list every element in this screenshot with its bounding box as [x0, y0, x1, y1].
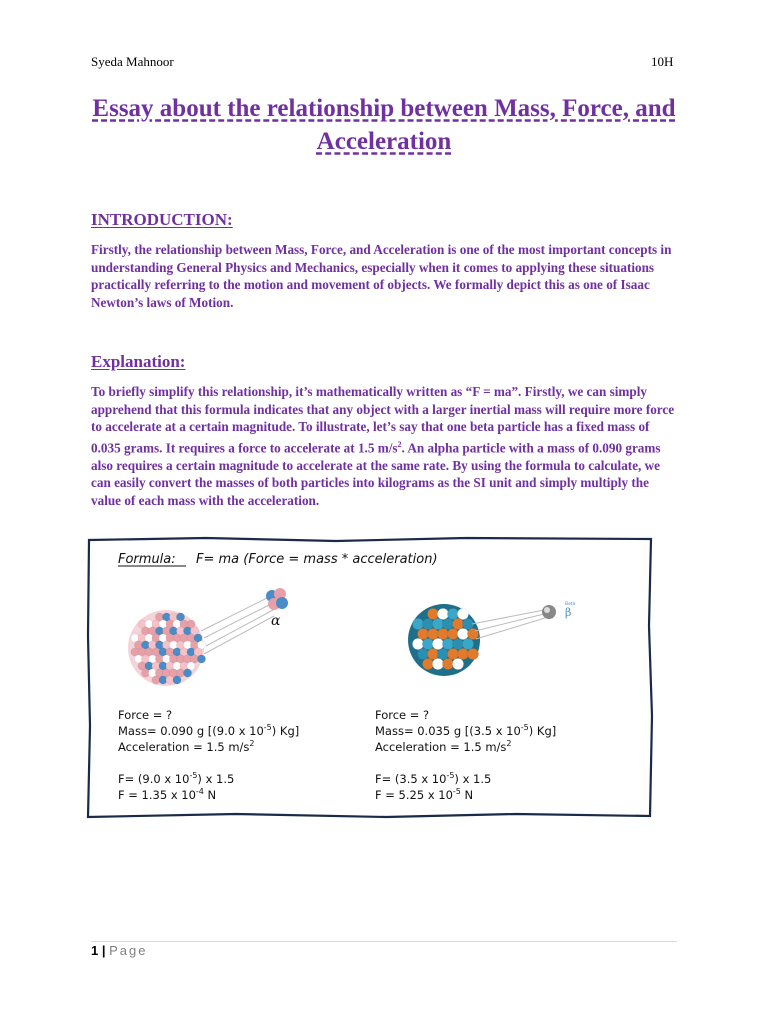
beta-mass: Mass= 0.035 g [(3.5 x $10^{-5}$) Kg]: [375, 723, 557, 738]
alpha-force-result: F = 1.35 x $10^{-4}$ N: [118, 787, 217, 802]
intro-paragraph: Firstly, the relationship between Mass, Force, and Acceleration is one of the most important concepts in understanding General Physics and Mechanics, especially when it comes to applying these situations practically referring to the motion and movement of objects. We formally depict this as one of Isaac Newton’s laws of Motion.: [91, 242, 672, 310]
alpha-acceleration: Acceleration = 1.5 $m/s^2$: [118, 739, 255, 754]
page-title: Essay about the relationship between Mass, Force, and Acceleration: [92, 95, 676, 155]
intro-heading: INTRODUCTION:: [91, 210, 233, 229]
alpha-symbol: α: [271, 613, 281, 629]
beta-force: Force = ?: [375, 708, 430, 722]
beta-small-label: Beta: [565, 602, 576, 607]
formula-label: Formula:: [118, 552, 176, 567]
alpha-force-substitution: F= (9.0 x $10^{-5}$) x 1.5: [118, 771, 235, 786]
page-number: 1: [91, 943, 99, 958]
formula-figure: [86, 536, 654, 819]
explanation-paragraph: [91, 383, 681, 510]
footer-divider: [91, 941, 677, 942]
beta-symbol: β: [565, 606, 572, 619]
explanation-text-a: To briefly simplify this relationship, it’s mathematically written as “F = ma”. Firstly, we can simply apprehend that this formula indicates that any object with a larger inertial mass will require more force to accelerate at a certain magnitude. To illustrate, let’s say that one beta particle has a fixed mass of 0.035 grams. It requires a force to accelerate at 1.5 m/s: [91, 384, 675, 456]
header-author: Syeda Mahnoor: [91, 54, 174, 69]
beta-force-result: F = 5.25 x $10^{-5}$ N: [375, 787, 474, 802]
beta-force-substitution: F= (3.5 x $10^{-5}$) x 1.5: [375, 771, 492, 786]
footer-separator: |: [98, 943, 110, 958]
alpha-mass: Mass= 0.090 g [(9.0 x $10^{-5}$) Kg]: [118, 723, 300, 738]
beta-acceleration: Acceleration = 1.5 $m/s^2$: [375, 739, 512, 754]
header-class: 10H: [651, 54, 674, 69]
page-word: Page: [109, 943, 148, 958]
explanation-heading: Explanation:: [91, 352, 186, 371]
alpha-force: Force = ?: [118, 708, 173, 722]
explanation-text-b: . An alpha particle with a mass of 0.090 grams also requires a certain magnitude to accelerate at the same rate. By using the formula to calculate, we can easily convert the masses of both particles into kilograms as the SI unit and simply multiply the value of each mass with the acceleration.: [91, 440, 661, 508]
page-footer: [91, 943, 147, 958]
explanation-sup: 2: [397, 439, 402, 449]
formula-text: F= ma (Force = mass * acceleration): [196, 552, 438, 567]
